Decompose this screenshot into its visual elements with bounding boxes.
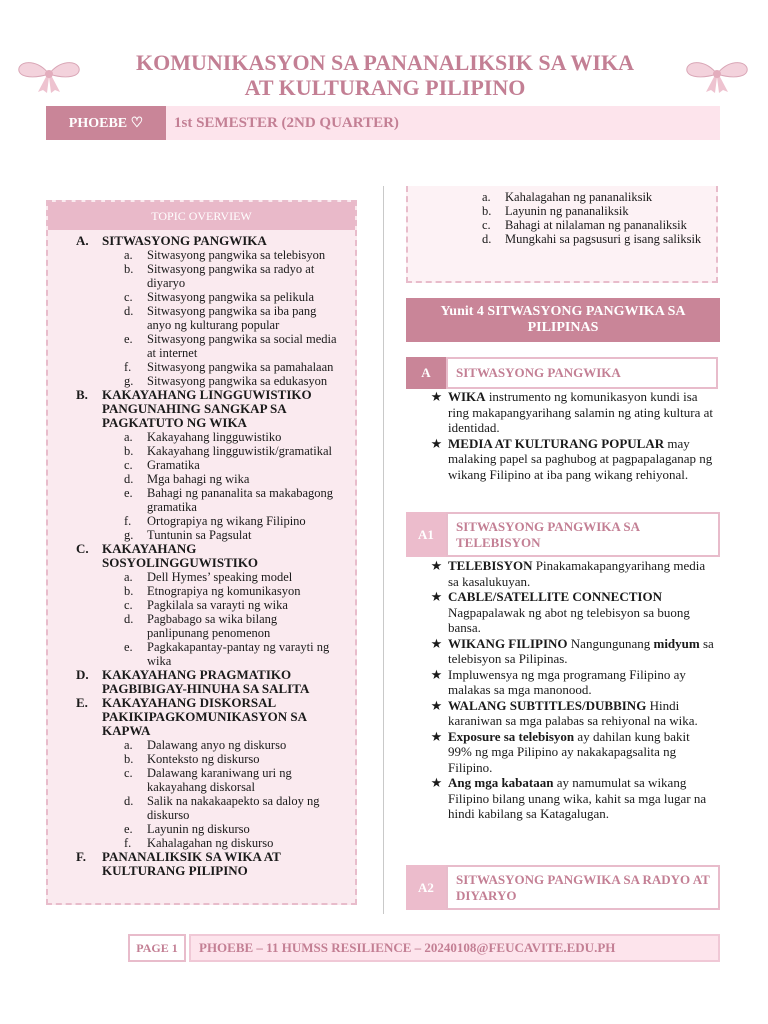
bullet-text xyxy=(448,558,716,589)
outline-item xyxy=(482,204,710,218)
item-text: Layunin ng pananaliksik xyxy=(505,204,629,218)
outline-item xyxy=(124,766,355,794)
item-text: Bahagi at nilalaman ng pananaliksik xyxy=(505,218,687,232)
item-letter: d. xyxy=(124,612,134,626)
item-text: Sitwasyong pangwika sa pelikula xyxy=(147,290,314,304)
item-letter: f. xyxy=(124,360,132,374)
item-text: Konteksto ng diskurso xyxy=(147,752,260,766)
bullet-item xyxy=(425,636,716,667)
bullet-item xyxy=(425,729,716,776)
item-letter: b. xyxy=(482,204,492,218)
outline-item xyxy=(124,486,355,514)
item-letter: b. xyxy=(124,444,134,458)
star-bullet-icon: ★ xyxy=(430,435,443,451)
item-letter: g. xyxy=(124,374,134,388)
bullet-item xyxy=(425,436,716,483)
item-letter: c. xyxy=(124,458,133,472)
bullet-desc: sa telebisyon sa Pilipinas. xyxy=(448,635,714,666)
bullet-desc: Pinakamakapangyarihang media sa kasalukuyan. xyxy=(448,558,706,589)
star-bullet-icon: ★ xyxy=(430,389,443,404)
item-text: Dalawang anyo ng diskurso xyxy=(147,738,287,752)
section-a-heading: SITWASYONG PANGWIKA xyxy=(446,357,718,389)
section-title: KAKAYAHANG DISKORSAL PAKIKIPAGKOMUNIKASYON SA KAPWA xyxy=(102,695,307,738)
outline-item xyxy=(482,232,710,246)
item-text: Kahalagahan ng diskurso xyxy=(147,836,274,850)
outline-item xyxy=(124,794,355,822)
outline-item xyxy=(124,514,355,528)
item-text: Tuntunin sa Pagsulat xyxy=(147,528,252,542)
item-text: Pagkakapantay-pantay ng varayti ng wika xyxy=(147,640,330,668)
item-letter: g. xyxy=(124,528,134,542)
item-letter: e. xyxy=(124,332,133,346)
bullet-desc: Nangungunang xyxy=(567,635,654,651)
item-letter: f. xyxy=(124,514,132,528)
item-letter: a. xyxy=(482,190,491,204)
item-letter: d. xyxy=(124,794,134,808)
item-text: Bahagi ng pananalita sa makabagong gramatika xyxy=(147,486,334,514)
outline-item xyxy=(124,444,355,458)
star-bullet-icon: ★ xyxy=(430,558,443,573)
item-text: Gramatika xyxy=(147,458,200,472)
bullet-item xyxy=(425,389,716,436)
outline-item xyxy=(482,218,710,232)
star-bullet-icon: ★ xyxy=(430,666,443,682)
bullet-desc: Nagpapalawak ng abot ng telebisyon sa buong bansa. xyxy=(448,604,690,635)
bullet-desc: Impluwensya ng mga programang Filipino ay malakas sa mga manonood. xyxy=(448,666,686,697)
item-letter: f. xyxy=(124,836,132,850)
bullet-term: TELEBISYON xyxy=(448,558,533,573)
item-text: Sitwasyong pangwika sa social media at internet xyxy=(147,332,337,360)
item-letter: a. xyxy=(124,570,133,584)
item-letter: b. xyxy=(124,584,134,598)
item-text: Salik na nakakaapekto sa daloy ng diskurso xyxy=(147,794,320,822)
bullet-desc: ay namumulat sa wikang Filipino bilang unang wika, kahit sa mga lugar na hindi kabilang sa Katagalugan. xyxy=(448,775,707,821)
outline-item xyxy=(124,528,355,542)
bullet-text xyxy=(448,775,716,822)
item-letter: a. xyxy=(124,248,133,262)
bullet-text xyxy=(448,698,716,729)
star-bullet-icon: ★ xyxy=(430,697,443,713)
continued-outline-list xyxy=(482,190,710,246)
outline-section xyxy=(76,542,355,570)
item-text: Kakayahang lingguwistik/gramatikal xyxy=(147,444,333,458)
outline-item xyxy=(124,290,355,304)
item-letter: b. xyxy=(124,262,134,276)
outline-item xyxy=(124,822,355,836)
outline-item xyxy=(124,360,355,374)
topic-overview-heading: TOPIC OVERVIEW xyxy=(48,202,355,230)
bullet-desc: ay dahilan kung bakit 99% ng mga Pilipino ay nakakapagsalita ng Filipino. xyxy=(448,728,690,775)
item-text: Sitwasyong pangwika sa telebisyon xyxy=(147,248,326,262)
item-text: Mga bahagi ng wika xyxy=(147,472,250,486)
bullet-text xyxy=(448,589,716,636)
section-a1-code: A1 xyxy=(406,512,446,557)
item-text: Dell Hymes’ speaking model xyxy=(147,570,293,584)
section-letter: D. xyxy=(76,667,89,682)
bullet-item xyxy=(425,667,716,698)
outline-item xyxy=(124,332,355,360)
bullet-text xyxy=(448,636,716,667)
section-title: KAKAYAHANG PRAGMATIKO PAGBIBIGAY-HINUHA SA SALITA xyxy=(102,667,310,696)
item-letter: d. xyxy=(124,304,134,318)
footer-info: PHOEBE – 11 HUMSS RESILIENCE – 20240108@FEUCAVITE.EDU.PH xyxy=(189,934,720,962)
item-text: Ortograpiya ng wikang Filipino xyxy=(147,514,306,528)
bullet-item xyxy=(425,775,716,822)
item-text: Sitwasyong pangwika sa iba pang anyo ng kulturang popular xyxy=(147,304,317,332)
item-letter: d. xyxy=(482,232,492,246)
bullet-item xyxy=(425,698,716,729)
outline-item xyxy=(124,472,355,486)
item-text: Pagbabago sa wika bilang panlipunang penomenon xyxy=(147,612,278,640)
outline-section xyxy=(76,850,355,878)
item-letter: c. xyxy=(124,766,133,780)
outline-item xyxy=(124,640,355,668)
column-divider xyxy=(383,186,384,914)
section-a-bullets xyxy=(425,389,716,482)
star-bullet-icon: ★ xyxy=(430,589,443,604)
page-number: PAGE 1 xyxy=(128,934,186,962)
item-text: Pagkilala sa varayti ng wika xyxy=(147,598,288,612)
outline-item xyxy=(124,570,355,584)
item-letter: b. xyxy=(124,752,134,766)
bullet-term: WALANG SUBTITLES/DUBBING xyxy=(448,697,647,713)
item-text: Layunin ng diskurso xyxy=(147,822,250,836)
item-letter: a. xyxy=(124,738,133,752)
bullet-text xyxy=(448,729,716,776)
document-title xyxy=(90,50,680,100)
outline-item xyxy=(124,836,355,850)
section-letter: C. xyxy=(76,541,89,556)
bullet-term: CABLE/SATELLITE CONNECTION xyxy=(448,589,662,604)
bullet-term: MEDIA AT KULTURANG POPULAR xyxy=(448,435,665,451)
outline-item xyxy=(124,458,355,472)
outline-section xyxy=(76,668,355,696)
outline-section xyxy=(76,234,355,248)
outline-item xyxy=(124,430,355,444)
topic-overview-panel xyxy=(46,200,357,905)
bullet-term: midyum xyxy=(653,635,700,651)
section-letter: F. xyxy=(76,849,86,864)
outline-item xyxy=(124,738,355,752)
item-text: Kahalagahan ng pananaliksik xyxy=(505,190,653,204)
section-letter: A. xyxy=(76,233,89,248)
bullet-term: WIKANG FILIPINO xyxy=(448,635,568,651)
bullet-item xyxy=(425,558,716,589)
section-letter: E. xyxy=(76,695,88,710)
item-text: Kakayahang lingguwistiko xyxy=(147,430,282,444)
bullet-term: Exposure sa telebisyon xyxy=(448,728,575,744)
bullet-text xyxy=(448,436,716,483)
item-letter: d. xyxy=(124,472,134,486)
section-title: KAKAYAHANG LINGGUWISTIKO PANGUNAHING SANGKAP SA PAGKATUTO NG WIKA xyxy=(102,387,312,430)
item-text: Sitwasyong pangwika sa radyo at diyaryo xyxy=(147,262,315,290)
item-letter: e. xyxy=(124,486,133,500)
section-a1-bullets xyxy=(425,558,716,822)
bullet-desc: instrumento ng komunikasyon kundi isa ring makapangyarihang salamin ng ating kultura at identidad. xyxy=(448,389,713,435)
item-text: Mungkahi sa pagsusuri g isang saliksik xyxy=(505,232,702,246)
continued-outline-panel xyxy=(406,186,718,283)
outline-item xyxy=(124,612,355,640)
item-letter: a. xyxy=(124,430,133,444)
item-text: Sitwasyong pangwika sa pamahalaan xyxy=(147,360,334,374)
outline-item xyxy=(124,262,355,290)
item-letter: e. xyxy=(124,640,133,654)
unit-title: Yunit 4 SITWASYONG PANGWIKA SA PILIPINAS xyxy=(406,298,720,342)
outline-item xyxy=(124,374,355,388)
section-a2-heading: SITWASYONG PANGWIKA SA RADYO AT DIYARYO xyxy=(446,865,720,910)
bullet-desc: may malaking papel sa paghubog at pagpapalaganap ng wikang Filipino at iba pang wikang rehiyonal. xyxy=(448,435,713,482)
item-letter: c. xyxy=(124,290,133,304)
topic-outline xyxy=(48,234,355,878)
bullet-term: Ang mga kabataan xyxy=(448,775,554,790)
section-a2-code: A2 xyxy=(406,865,446,910)
semester-label: 1st SEMESTER (2ND QUARTER) xyxy=(166,106,720,140)
outline-item xyxy=(482,190,710,204)
item-text: Dalawang karaniwang uri ng kakayahang diskorsal xyxy=(147,766,292,794)
bullet-item xyxy=(425,589,716,636)
star-bullet-icon: ★ xyxy=(430,728,443,744)
bullet-text xyxy=(448,667,716,698)
outline-item xyxy=(124,248,355,262)
title-line-2: AT KULTURANG PILIPINO xyxy=(244,75,526,100)
item-letter: c. xyxy=(124,598,133,612)
item-letter: c. xyxy=(482,218,491,232)
outline-item xyxy=(124,598,355,612)
section-letter: B. xyxy=(76,387,88,402)
outline-item xyxy=(124,304,355,332)
section-a-code: A xyxy=(406,357,446,389)
star-bullet-icon: ★ xyxy=(430,635,443,651)
title-line-1: KOMUNIKASYON SA PANANALIKSIK SA WIKA xyxy=(136,50,634,75)
section-title: SITWASYONG PANGWIKA xyxy=(102,233,267,248)
student-name-label: PHOEBE ♡ xyxy=(46,106,166,140)
outline-item xyxy=(124,584,355,598)
section-title: PANANALIKSIK SA WIKA AT KULTURANG PILIPINO xyxy=(102,849,281,878)
outline-section xyxy=(76,696,355,738)
outline-section xyxy=(76,388,355,430)
section-title: KAKAYAHANG SOSYOLINGGUWISTIKO xyxy=(102,541,259,570)
ribbon-bow-icon-left xyxy=(16,54,82,94)
bullet-text xyxy=(448,389,716,436)
bullet-term: WIKA xyxy=(448,389,486,404)
item-text: Etnograpiya ng komunikasyon xyxy=(147,584,301,598)
star-bullet-icon: ★ xyxy=(430,775,443,790)
ribbon-bow-icon-right xyxy=(684,54,750,94)
section-a1-heading: SITWASYONG PANGWIKA SA TELEBISYON xyxy=(446,512,720,557)
item-text: Sitwasyong pangwika sa edukasyon xyxy=(147,374,328,388)
item-letter: e. xyxy=(124,822,133,836)
outline-item xyxy=(124,752,355,766)
bullet-desc: Hindi karaniwan sa mga palabas sa rehiyonal na wika. xyxy=(448,697,698,728)
